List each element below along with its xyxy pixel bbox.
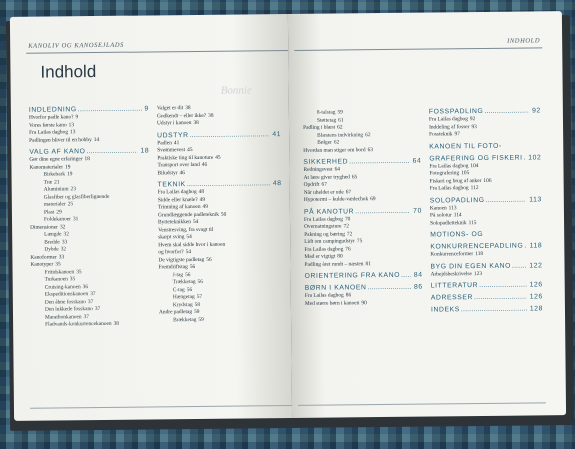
toc-page-number: 70 (413, 207, 422, 215)
toc-entry-title: Turkanoen (44, 276, 68, 283)
toc-entry-title: Kanomaterialer (29, 163, 64, 171)
toc-page-number: 37 (94, 305, 101, 313)
toc-entry-title: Praktiske ting til kanoture (157, 154, 214, 161)
toc-page-number: 38 (208, 112, 214, 119)
toc-page-number: 69 (370, 196, 376, 203)
toc-page-number: 126 (529, 293, 543, 301)
toc-entry-title: Fra Lailas dagbog (157, 188, 197, 196)
toc-entry-title: Fra Lailas dagbog (429, 162, 469, 170)
toc-entry-title: Hvordan man stiger om bord (303, 146, 366, 154)
toc-section-heading (431, 293, 543, 302)
toc-entry-title: Padlen (157, 139, 172, 146)
toc-page-number: 76 (345, 245, 351, 252)
toc-entry-title: Gør dine egne erfaringer (29, 156, 83, 163)
toc-entry-title: Den lukkede fosskano (44, 306, 93, 313)
toc-entry-title: Foldekanoer (43, 216, 71, 223)
toc-page-number: 23 (70, 186, 76, 193)
toc-entry-title: Fra Lailas dagbog (428, 116, 468, 123)
toc-section-heading (29, 105, 149, 114)
toc-page-number: 49 (199, 196, 206, 203)
leader-dots (512, 262, 526, 270)
toc-page-number: 38 (185, 105, 191, 112)
leader-dots (524, 154, 526, 162)
toc-page-number: 33 (61, 238, 68, 245)
toc-entry-title: Når uheldet er ude (303, 188, 344, 196)
toc-page-number: 84 (413, 271, 423, 279)
toc-entry-title: Hypotermi – kulde-vædechok (303, 196, 369, 203)
toc-page-number: 126 (529, 281, 543, 289)
leader-dots (486, 196, 527, 204)
toc-entry-title: Fra Lailas dagbog (303, 215, 343, 223)
toc-column-1 (29, 105, 151, 329)
toc-entry-title: Arbejdsbeskrivelse (430, 270, 472, 278)
toc-page-number: 54 (185, 249, 192, 256)
toc-page-number: 67 (321, 181, 327, 188)
toc-entry-title: Krydstag (172, 301, 193, 308)
toc-section-heading (430, 242, 542, 251)
toc-page-number: 80 (337, 253, 343, 260)
toc-entry-title: Blæstens indvirkning (317, 131, 364, 139)
toc-entry-title: Fotografering (429, 170, 460, 177)
toc-entry-title: Fra Lailas dagbog (304, 292, 344, 299)
toc-entry-title: MOTIONS- OG (430, 230, 484, 239)
toc-page-number: 106 (483, 177, 492, 184)
toc-entry-title: Svømmevest (157, 147, 186, 154)
toc-entry-title: Bølger (317, 139, 332, 146)
toc-page-number: 56 (197, 278, 203, 285)
leader-dots (484, 107, 529, 115)
toc-entry-title: 8-talstag (316, 109, 336, 116)
toc-entry-title: ORIENTERING FRA KANO (304, 271, 401, 280)
toc-page-number: 35 (69, 276, 76, 283)
toc-entry-title: Grundlæggende padleteknik (157, 211, 219, 218)
toc-page-number: 45 (215, 154, 221, 161)
toc-entry-title: Trækketag (172, 278, 196, 286)
toc-entry-title: Overnatningsture (304, 223, 342, 230)
toc-entry (431, 270, 543, 279)
toc-entry-title: PÅ KANOTUR (303, 207, 355, 216)
toc-page-number: 35 (76, 268, 82, 275)
toc-page-number: 21 (54, 178, 60, 185)
toc-page-number: 37 (90, 291, 96, 298)
toc-page-number: 48 (272, 180, 282, 188)
toc-page-number: 67 (345, 188, 352, 195)
toc-entry-title: FOSSPADLING (428, 107, 484, 116)
toc-page-number: 37 (83, 313, 89, 320)
toc-page-number: 9 (144, 105, 149, 113)
toc-page-number: 65 (351, 173, 358, 180)
toc-entry-title: Plast (43, 208, 55, 216)
toc-page-number: 61 (338, 116, 344, 123)
toc-entry-title: Fritidskanoen (44, 268, 75, 276)
toc-entry (157, 169, 281, 178)
toc-page-number: 45 (187, 147, 193, 154)
toc-entry-title: Godkendt – eller ikke? (156, 112, 207, 119)
leader-dots (187, 180, 270, 189)
toc-entry-title: Fossteknik (429, 131, 453, 138)
leader-dots (355, 207, 410, 216)
toc-page-number: 75 (356, 238, 363, 245)
toc-entry (303, 146, 421, 155)
toc-section-heading (430, 196, 542, 205)
toc-entry-title: materialer (43, 201, 66, 208)
toc-page-number: 25 (67, 201, 74, 208)
toc-page-number: 64 (412, 157, 422, 165)
toc-entry-title: Kanoformer (30, 253, 57, 261)
toc-entry-title: Brækketag (173, 316, 197, 323)
toc-page-number: 86 (413, 283, 423, 291)
toc-entry-title: Kanoen (429, 204, 447, 212)
toc-entry (429, 130, 541, 139)
toc-page-number: 50 (220, 211, 227, 218)
toc-entry-title: Opdrift (303, 181, 320, 188)
toc-entry-title: Valget er dit (156, 105, 184, 112)
toc-page-number: 70 (344, 215, 351, 222)
toc-entry-title: De vigtigste padletag (158, 256, 205, 263)
toc-page-number: 93 (471, 123, 477, 130)
toc-page-number: 33 (58, 253, 65, 260)
toc-page-number: 54 (186, 234, 192, 241)
toc-entry-title: Fra Lailas dagbog (304, 245, 344, 253)
toc-entry-title: Fladvands-konkurrencekanoen (45, 320, 112, 328)
leader-dots (474, 294, 527, 303)
toc-entry-title: Cruising-kanoen (44, 283, 81, 291)
toc-page-number: 59 (337, 109, 343, 116)
toc-page-number: 32 (60, 246, 67, 253)
toc-page-number: 19 (64, 163, 71, 170)
toc-column-2 (157, 104, 283, 324)
toc-entry-title: Fiskeri og brug af anker (429, 177, 482, 185)
toc-page-number: 64 (334, 166, 340, 173)
toc-page-number: 19 (67, 171, 73, 178)
toc-page-number: 36 (82, 283, 89, 290)
toc-entry-title: Transport over land (157, 161, 200, 169)
toc-column-3 (303, 109, 423, 308)
toc-entry-title: Andre padletag (158, 309, 193, 316)
toc-section-heading (157, 131, 281, 140)
toc-entry-title: SOLOPADLING (429, 196, 485, 205)
toc-entry-title: TEKNIK (157, 181, 186, 189)
toc-entry-title: At lære giver tryghed (303, 173, 350, 181)
toc-page-number: 46 (179, 169, 186, 176)
toc-section-heading (305, 284, 423, 293)
toc-entry-title: Pakning og bæring (304, 230, 345, 238)
toc-entry-title: BYG DIN EGEN KANO (430, 262, 512, 271)
toc-entry-title: KANOEN TIL FOTO- (429, 142, 502, 151)
toc-entry-title: Med større børn i kanoen (304, 299, 360, 307)
toc-page-number: 48 (198, 188, 205, 195)
toc-entry-title: Glasfiber og glasfiberlignende (43, 193, 110, 201)
toc-entry (430, 219, 542, 228)
toc-section-heading (431, 281, 543, 290)
toc-entry-title: GRAFERING OG FISKERI (429, 154, 523, 163)
toc-page-number: 56 (206, 256, 212, 263)
toc-entry-title: skarpt sving (158, 234, 185, 241)
page-title: Indhold (40, 62, 97, 82)
toc-entry-title: Konkurrenceformer (430, 251, 474, 258)
toc-page-number: 38 (113, 320, 119, 327)
leader-dots (401, 272, 411, 280)
toc-entry-title: Kanotyper (30, 261, 54, 268)
toc-page-number: 123 (473, 270, 483, 277)
footer-rule (298, 402, 546, 406)
leader-dots (461, 306, 527, 315)
toc-section-heading (304, 207, 422, 216)
toc-page-number: 38 (193, 119, 199, 127)
watermark-text: Bonnie (220, 84, 252, 97)
toc-section-heading (158, 180, 282, 189)
toc-entry-title: Solopadletteknik (430, 219, 467, 227)
toc-page-number: 118 (529, 242, 543, 250)
open-book (10, 11, 570, 425)
toc-entry-title: Hvem skal sidde hvor i kanoen (158, 241, 226, 248)
toc-page-number: 62 (365, 131, 371, 138)
toc-page-number: 56 (189, 263, 196, 271)
toc-entry-title: Længde (44, 231, 62, 238)
toc-entry (304, 196, 422, 205)
toc-entry (31, 320, 151, 329)
toc-page-number: 92 (532, 107, 541, 115)
toc-entry-title: Trimning af kanoen (157, 203, 201, 211)
toc-page-number: 46 (201, 161, 208, 168)
toc-page-number: 56 (186, 286, 193, 293)
toc-page-number: 72 (346, 230, 353, 237)
toc-section-heading (429, 142, 541, 151)
toc-page-number: 29 (56, 208, 62, 215)
toc-entry-title: Dimensioner (30, 223, 58, 231)
toc-entry-title: Padling i blæst (303, 124, 336, 131)
toc-section-heading (305, 272, 423, 281)
toc-page-number: 113 (448, 204, 457, 211)
toc-page-number: 102 (528, 153, 542, 162)
toc-page-number: 31 (72, 216, 79, 223)
toc-entry-title: Redningsvest (303, 166, 333, 173)
toc-entry-title: LITTERATUR (430, 282, 479, 290)
toc-page-number: 56 (185, 271, 191, 278)
toc-page-number: 72 (343, 223, 349, 230)
toc-entry (159, 316, 283, 325)
left-page (10, 14, 292, 421)
toc-entry-title: Ekspeditionskanoen (44, 291, 89, 298)
toc-entry-title: Inddeling af fosser (429, 123, 470, 131)
toc-section-heading (429, 154, 541, 163)
toc-page-number: 13 (69, 129, 76, 136)
toc-entry-title: Aluminium (43, 186, 69, 193)
toc-page-number: 13 (68, 121, 75, 128)
toc-entry-title: C-tag (172, 286, 185, 293)
toc-section-heading (430, 230, 542, 239)
toc-page-number: 59 (198, 316, 204, 323)
toc-entry-title: Fra Lailas dagbog (29, 129, 69, 136)
toc-page-number: 58 (194, 301, 201, 308)
toc-entry (157, 119, 281, 128)
toc-entry-title: ADRESSER (430, 294, 474, 302)
toc-page-number: 41 (272, 130, 282, 138)
toc-entry-title: Lidt om campingudstyr (304, 238, 355, 245)
running-header-left: KANOLIV OG KANOSEJLADS (28, 41, 124, 50)
running-header-right: INDHOLD (507, 37, 541, 45)
toc-entry-title: SIKKERHED (303, 158, 349, 166)
leader-dots (479, 282, 527, 290)
toc-page-number: 118 (475, 250, 484, 258)
leader-dots (86, 148, 137, 157)
toc-page-number: 32 (63, 231, 69, 238)
toc-entry (305, 299, 423, 308)
header-rule (294, 47, 542, 51)
toc-page-number: 104 (470, 162, 479, 169)
toc-entry-title: J-tag (172, 271, 184, 278)
toc-page-number: 128 (529, 305, 544, 313)
toc-entry-title: Hvorfor padle kano? (28, 114, 74, 121)
toc-entry-title: VALG AF KANO (29, 148, 86, 156)
toc-page-number: 63 (367, 146, 373, 153)
toc-entry-title: Birkebark (43, 171, 66, 178)
toc-entry-title: BØRN I KANOEN (304, 284, 367, 292)
footer-rule (30, 405, 292, 409)
leader-dots (349, 158, 410, 167)
toc-entry (430, 250, 542, 259)
toc-page-number: 90 (361, 299, 367, 306)
toc-section-heading (429, 107, 541, 116)
toc-entry-title: Støttetag (316, 117, 337, 124)
leader-dots (190, 131, 270, 140)
toc-page-number: 112 (470, 185, 479, 192)
toc-section-heading (303, 158, 421, 167)
toc-section-heading (431, 305, 543, 314)
toc-page-number: 54 (192, 218, 199, 226)
toc-entry (304, 260, 422, 269)
leader-dots (524, 243, 526, 251)
toc-page-number: 92 (469, 116, 476, 123)
toc-page-number: 97 (454, 131, 460, 138)
toc-entry-title: Mad er vigtigt (304, 253, 336, 260)
toc-page-number: 81 (365, 260, 371, 267)
toc-page-number: 113 (529, 195, 542, 203)
toc-page-number: 57 (196, 293, 203, 300)
toc-page-number: 86 (345, 292, 352, 299)
toc-entry-title: Sidde eller knæle? (157, 196, 198, 203)
toc-page-number: 18 (140, 147, 150, 155)
toc-page-number: 9 (75, 114, 79, 121)
toc-page-number: 14 (93, 136, 100, 143)
toc-entry-title: Biludstyr (157, 169, 178, 176)
toc-entry-title: På solotur (429, 212, 452, 219)
toc-entry-title: Vores første kano (28, 121, 67, 129)
toc-entry-title: Hængetag (172, 294, 195, 301)
leader-dots (78, 106, 142, 115)
toc-section-heading (430, 262, 542, 271)
toc-entry-title: Udstyr i kanoen (156, 120, 192, 127)
toc-entry-title: UDSTYR (157, 131, 189, 139)
toc-page-number: 41 (173, 139, 180, 146)
toc-page-number: 115 (468, 219, 477, 226)
toc-page-number: 37 (87, 298, 94, 305)
toc-entry-title: Træ (43, 178, 53, 186)
toc-entry-title: Bredde (44, 238, 60, 246)
toc-entry-title: Marathonkanoen (44, 313, 82, 321)
leader-dots (368, 284, 412, 292)
header-rule (26, 50, 288, 54)
toc-column-4 (429, 107, 543, 314)
toc-page-number: 59 (194, 308, 200, 316)
toc-entry-title: Fra Lailas dagbog (429, 185, 469, 192)
toc-page-number: 18 (84, 156, 90, 163)
toc-page-number: 62 (337, 124, 343, 131)
toc-page-number: 32 (59, 223, 66, 230)
toc-page-number: 62 (333, 139, 340, 146)
toc-entry (29, 136, 149, 145)
toc-page-number: 35 (55, 261, 61, 268)
toc-entry-title: INDEKS (430, 306, 460, 314)
toc-entry-title: Fremdriftstag (158, 264, 188, 271)
toc-entry-title: Padling året rundt – næsten (304, 260, 364, 268)
toc-entry-title: KONKURRENCEPADLING (430, 242, 524, 251)
toc-entry-title: Venstresving, fra svagt til (158, 226, 214, 233)
toc-entry-title: Bytteteknikken (158, 219, 192, 226)
toc-page-number: 122 (529, 261, 543, 269)
toc-entry-title: Dybde (44, 246, 59, 253)
toc-page-number: 49 (202, 203, 208, 210)
toc-entry (430, 184, 542, 193)
right-page (288, 11, 566, 418)
toc-page-number: 114 (453, 212, 462, 219)
toc-entry-title: Padlingen bliver til en hobby (29, 136, 92, 144)
toc-page-number: 105 (461, 170, 470, 177)
toc-entry-title: Den åbne fosskano (44, 298, 86, 306)
toc-entry-title: INDLEDNING (28, 106, 77, 114)
toc-entry-title: og hvorfor? (158, 249, 184, 256)
